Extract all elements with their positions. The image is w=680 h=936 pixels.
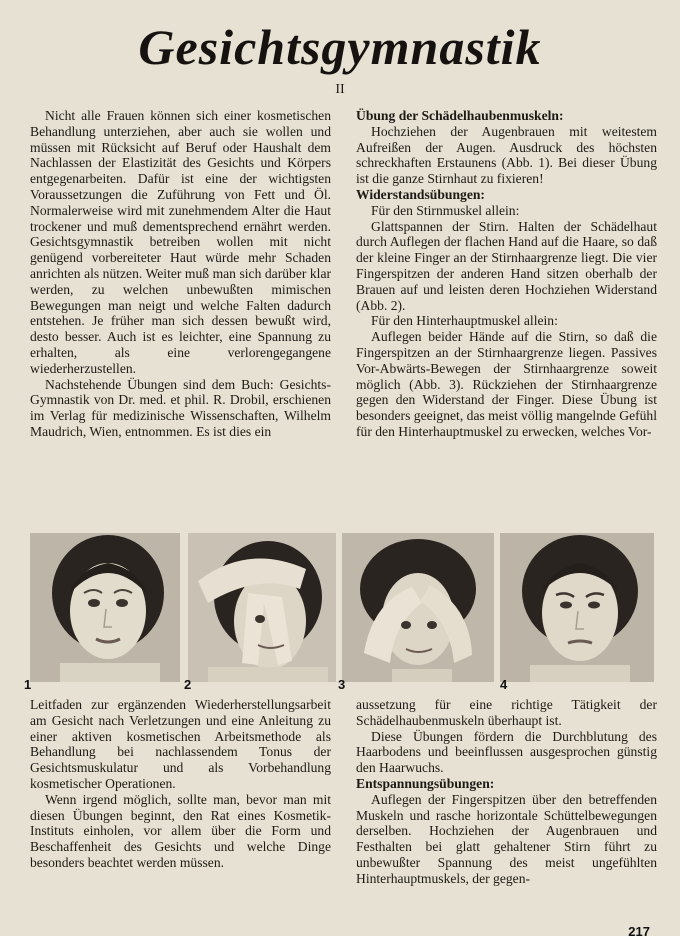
text-column-1: [30, 108, 331, 518]
exercise-photo-1: [30, 533, 180, 682]
page-number: 217: [628, 924, 650, 936]
figure-number: 1: [24, 677, 32, 692]
face-photo-icon: [30, 533, 180, 682]
exercise-photo-4: [500, 533, 654, 682]
text-column-2: [356, 108, 657, 526]
text-column-4: [356, 697, 657, 907]
exercise-photo-2: [188, 533, 336, 682]
face-with-hands-photo-icon: [188, 533, 336, 682]
paragraph: Wenn irgend möglich, sollte man, bevor man mit diesen Übungen beginnt, den Rat eines Kosmetik-Instituts einholen, vor allem über die Form und Beschaffenheit des Gesichts und welche Dinge besonders beachtet werden müssen.: [30, 791, 331, 870]
exercise-photo-3: [342, 533, 494, 682]
subheading: Für den Hinterhauptmuskel allein:: [371, 313, 558, 329]
paragraph: Auflegen der Fingerspitzen über den betreffenden Muskeln und rasche horizontale Schüttelbewegungen derselben. Hochziehen der Augenbrauen und Festhalten bei glatt gehaltener Stirn führt zu unbewußter Spannung des meist ungefühlten Hinterhauptmuskels, der gegen-: [356, 791, 657, 886]
section-heading: Übung der Schädelhaubenmuskeln:: [356, 108, 564, 123]
article-part-number: II: [335, 82, 345, 97]
figure-number: 4: [500, 677, 508, 692]
paragraph: Leitfaden zur ergänzenden Wiederherstellungsarbeit am Gesicht nach Verletzungen und eine Anleitung zu einer aktiven kosmetischen Arbeitsmethode als Behandlung bei nachlassendem Tonus der Gesichtsmuskulatur und als Vorbehandlung kosmetischer Operationen.: [30, 697, 331, 791]
paragraph: Glattspannen der Stirn. Halten der Schädelhaut durch Auflegen der flachen Hand auf die Haare, so daß der kleine Finger an der Stirnhaargrenze liegt. Die vier Fingerspitzen der anderen Hand sitzen oberhalb der Brauen auf und leisten deren Hochziehen Widerstand (Abb. 2).: [356, 218, 657, 313]
section-heading: Widerstandsübungen:: [356, 186, 485, 202]
subheading: Für den Stirnmuskel allein:: [371, 202, 520, 218]
text-column-3: [30, 697, 331, 907]
paragraph: aussetzung für eine richtige Tätigkeit der Schädelhaubenmuskeln überhaupt ist.: [356, 697, 657, 728]
paragraph: Auflegen beider Hände auf die Stirn, so daß die Fingerspitzen an der Stirnhaargrenze liegen. Passives Vor-Abwärts-Bewegen der Stirnhaargrenze soweit möglich (Abb. 3). Rückziehen der Stirnhaargrenze gegen den Widerstand der Finger. Diese Übung ist besonders geeignet, das meist völlig mangelnde Gefühl für den Hinterhauptmuskel zu erwecken, welches Vor-: [356, 329, 657, 439]
paragraph: Nachstehende Übungen sind dem Buch: Gesichts-Gymnastik von Dr. med. et phil. R. Drobil, erschienen im Verlag für medizinische Wissenschaften, Wilhelm Maudrich, Wien, entnommen. Es ist dies ein: [30, 376, 331, 439]
paragraph: Diese Übungen fördern die Durchblutung des Haarbodens und beeinflussen ausgesprochen günstig den Haarwuchs.: [356, 728, 657, 776]
article-title: Gesichtsgymnastik: [138, 19, 542, 75]
paragraph: Hochziehen der Augenbrauen mit weitestem Aufreißen der Augen. Ausdruck des höchsten schreckhaften Erstaunens (Abb. 1). Bei dieser Übung ist die ganze Stirnhaut zu fixieren!: [356, 123, 657, 187]
section-heading: Entspannungsübungen:: [356, 775, 495, 791]
exercise-photo-strip: [24, 533, 654, 693]
figure-number: 2: [184, 677, 192, 692]
frowning-face-photo-icon: [500, 533, 654, 682]
hands-on-forehead-photo-icon: [342, 533, 494, 682]
figure-number: 3: [338, 677, 346, 692]
paragraph: Nicht alle Frauen können sich einer kosmetischen Behandlung unterziehen, aber auch sie wollen und müssen mit Rücksicht auf Beruf oder Haushalt dem Nachlassen der Elastizität des Gesichts und Körpers entgegenarbeiten. Dafür ist eine der wichtigsten Voraussetzungen die Zuführung von Fett und Öl. Normalerweise wird mit zunehmendem Alter die Haut trockener und muß dementsprechend ernährt werden. Gesichtsgymnastik betreiben wollen mit nicht genügend vorbereiteter Haut würde mehr Schaden anrichten als nützen. Weiter muß man sich darüber klar werden, zu welchen unbewußten mimischen Bewegungen man neigt und welche Falten dadurch entstehen. Je früher man sich dessen bewußt wird, desto besser. Auch ist es leichter, eine Spannung zu erhalten, als eine verlorengegangene wiederherzustellen.: [30, 108, 331, 376]
